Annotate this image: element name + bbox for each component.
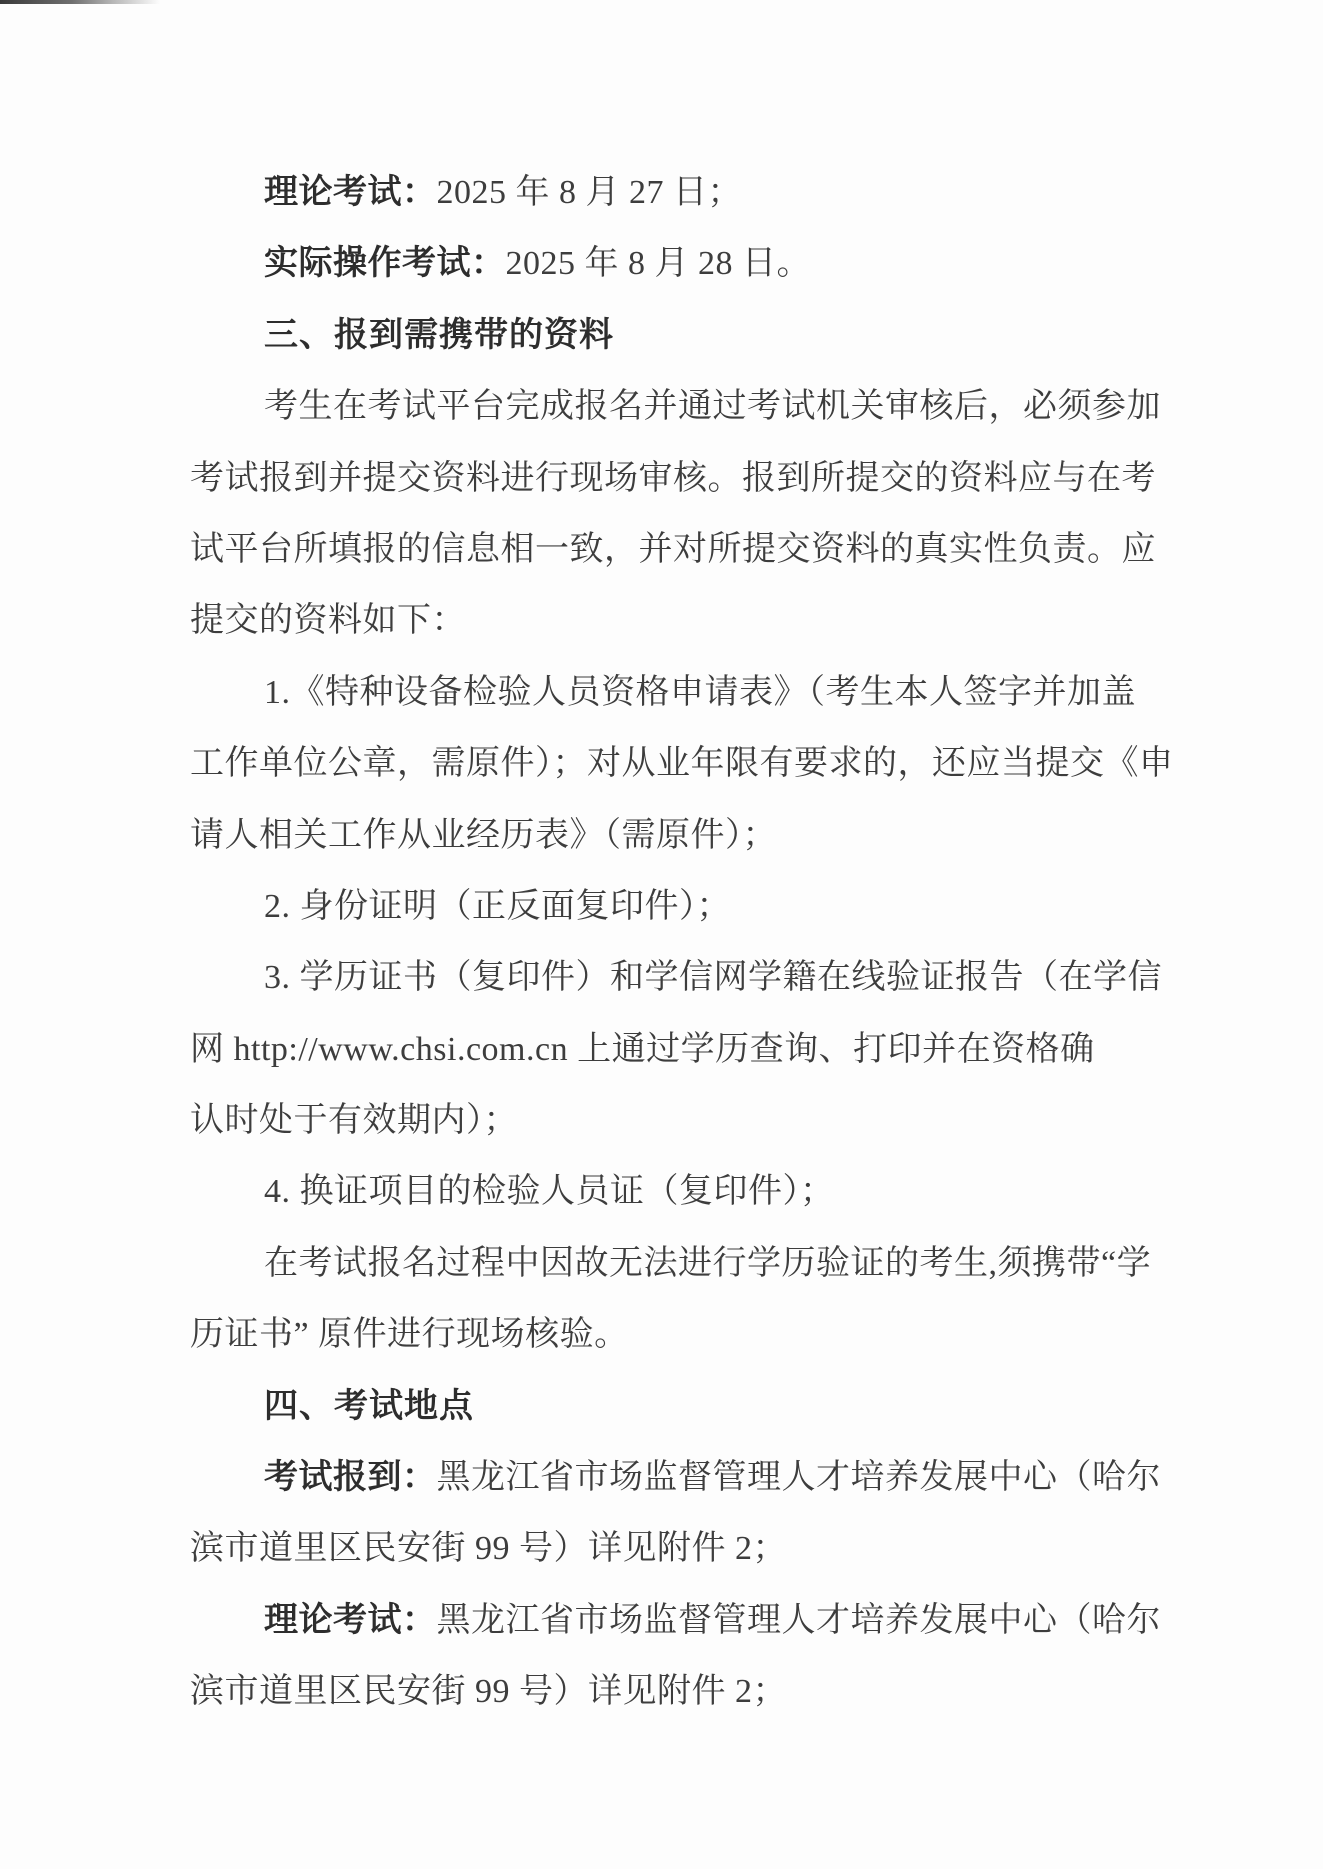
- line-text: 四、考试地点: [264, 1386, 474, 1425]
- text-line: [190, 728, 1174, 799]
- line-text: 工作单位公章，需原件）；对从业年限有要求的，还应当提交《申: [190, 745, 1174, 783]
- line-text: 2025 年 8 月 28 日。: [505, 245, 811, 283]
- line-text: 2. 身份证明（正反面复印件）；: [264, 887, 731, 925]
- line-bold-label: 理论考试：: [264, 1600, 437, 1639]
- text-line: [190, 1085, 1165, 1156]
- text-line: [190, 443, 1165, 514]
- text-line: [190, 1299, 1165, 1370]
- line-bold-label: 实际操作考试：: [264, 244, 506, 283]
- scan-edge-artifact: [0, 0, 160, 4]
- text-line: [190, 585, 1165, 656]
- text-line: [190, 1014, 1165, 1085]
- line-text: 网 http://www.chsi.com.cn 上通过学历查询、打印并在资格确: [190, 1030, 1095, 1068]
- text-line: [190, 1156, 1165, 1227]
- line-text: 在考试报名过程中因故无法进行学历验证的考生,须携带“学: [264, 1244, 1152, 1282]
- line-text: 考试报到并提交资料进行现场审核。报到所提交的资料应与在考: [190, 459, 1156, 497]
- text-line: [190, 157, 1165, 228]
- line-text: 试平台所填报的信息相一致，并对所提交资料的真实性负责。应: [190, 530, 1156, 568]
- text-line: [190, 657, 1165, 728]
- line-text: 三、报到需携带的资料: [264, 315, 614, 354]
- section-heading: [190, 1371, 1165, 1442]
- document-body: [190, 157, 1174, 1728]
- line-text: 请人相关工作从业经历表》（需原件）；: [190, 816, 777, 854]
- line-text: 滨市道里区民安街 99 号）详见附件 2；: [190, 1673, 787, 1711]
- line-text: 2025 年 8 月 27 日；: [436, 174, 742, 211]
- text-line: [190, 1442, 1165, 1513]
- text-line: [190, 514, 1165, 585]
- line-text: 历证书” 原件进行现场核验。: [190, 1316, 629, 1354]
- text-line: [190, 371, 1165, 442]
- line-text: 黑龙江省市场监督管理人才培养发展中心（哈尔: [436, 1459, 1161, 1497]
- line-text: 认时处于有效期内）；: [190, 1102, 518, 1140]
- line-text: 考生在考试平台完成报名并通过考试机关审核后，必须参加: [264, 388, 1161, 426]
- line-text: 提交的资料如下：: [190, 602, 466, 640]
- text-line: [190, 1585, 1165, 1656]
- text-line: [190, 1228, 1165, 1299]
- line-bold-label: 理论考试：: [264, 173, 437, 211]
- text-line: [190, 942, 1165, 1013]
- line-text: 4. 换证项目的检验人员证（复印件）；: [264, 1173, 835, 1211]
- text-line: [190, 1513, 1165, 1584]
- text-line: [190, 228, 1165, 299]
- line-text: 3. 学历证书（复印件）和学信网学籍在线验证报告（在学信: [264, 959, 1162, 997]
- section-heading: [190, 300, 1165, 371]
- line-text: 1.《特种设备检验人员资格申请表》（考生本人签字并加盖: [264, 673, 1136, 711]
- line-text: 滨市道里区民安街 99 号）详见附件 2；: [190, 1530, 787, 1568]
- line-bold-label: 考试报到：: [264, 1458, 437, 1497]
- text-line: [190, 800, 1165, 871]
- line-text: 黑龙江省市场监督管理人才培养发展中心（哈尔: [436, 1601, 1161, 1639]
- text-line: [190, 1656, 1165, 1727]
- text-line: [190, 871, 1165, 942]
